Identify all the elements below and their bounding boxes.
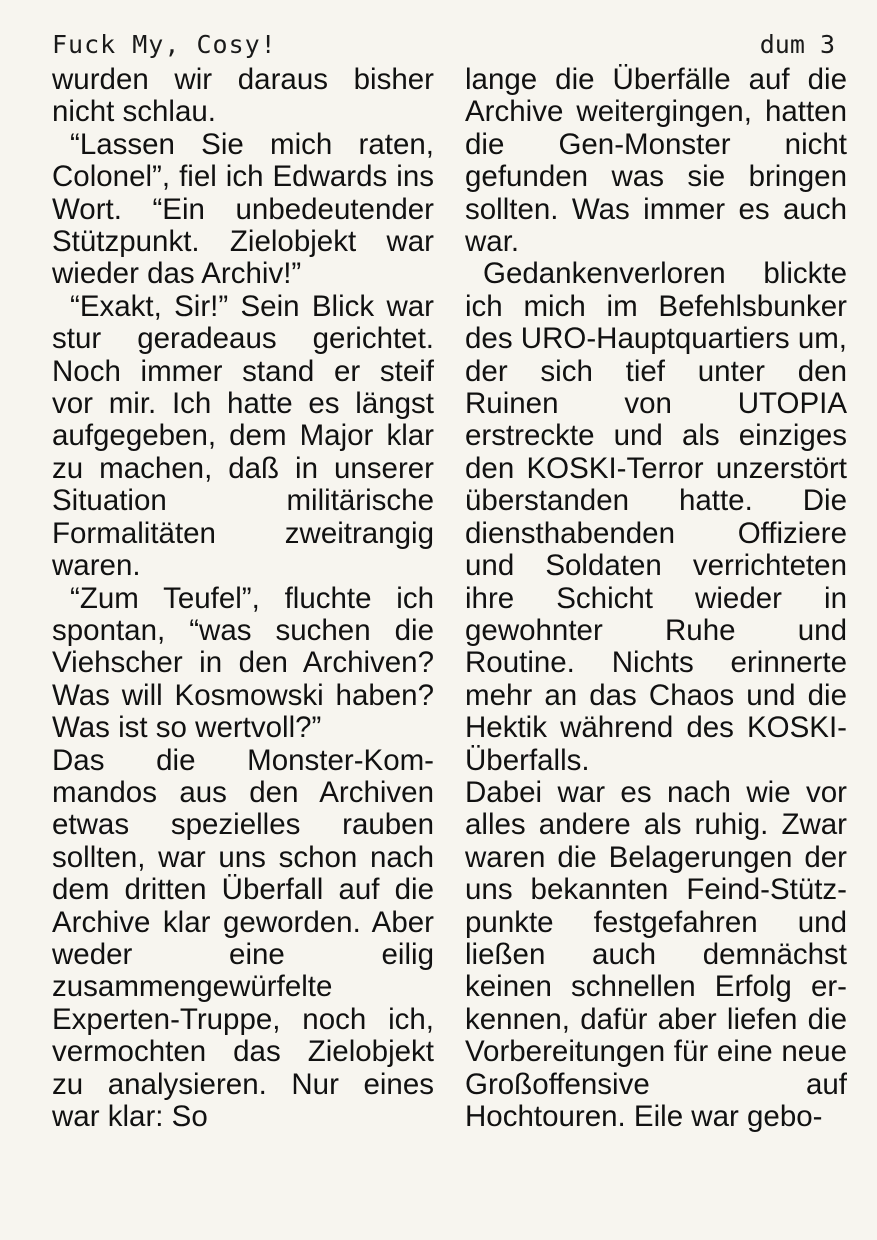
paragraph: lange die Überfälle auf die Archive weitergingen, hatten die Gen-Monster nicht gefunden was sie bringen sollten. Was immer es auch war.	[465, 63, 847, 259]
page-header	[52, 24, 835, 64]
right-text-column	[465, 64, 847, 1133]
paragraph: Das die Monster-Kommandos aus den Archiven etwas spezielles rauben sollten, war uns schon nach dem dritten Überfall auf die Archive klar geworden. Aber weder eine eilig zusammengewürfelte Experten-Truppe, noch ich, vermochten das Zielobjekt zu analysieren. Nur eines war klar: So	[52, 743, 434, 1133]
paragraph: “Exakt, Sir!” Sein Blick war stur geradeaus gerichtet. Noch immer stand er steif vor mir. Ich hatte es längst aufgegeben, dem Major klar zu machen, daß in unserer Situation militärische Formalitäten zweitrangig waren.	[52, 289, 434, 583]
left-text-column	[52, 64, 434, 1133]
paragraph: wurden wir daraus bisher nicht schlau.	[52, 63, 434, 129]
paragraph: “Zum Teufel”, fluchte ich spontan, “was suchen die Viehscher in den Archiven? Was will Kosmowski haben? Was ist so wertvoll?”	[52, 581, 434, 745]
paragraph: Gedankenverloren blickte ich mich im Befehlsbunker des URO-Hauptquartiers um, der sich tief unter den Ruinen von UTOPIA erstreckte und als einziges den KOSKI-Terror unzerstört überstanden hatte. Die diensthabenden Offiziere und Soldaten verrichteten ihre Schicht wieder in gewohnter Ruhe und Routine. Nichts erinnerte mehr an das Chaos und die Hektik während des KOSKI-Überfalls.	[465, 257, 848, 777]
running-title: Fuck My, Cosy!	[52, 29, 277, 59]
page-number: dum 3	[759, 29, 835, 59]
paragraph: “Lassen Sie mich raten, Colonel”, fiel ich Edwards ins Wort. “Ein unbedeutender Stützpunkt. Zielobjekt war wieder das Archiv!”	[52, 127, 434, 291]
paragraph: Dabei war es nach wie vor alles andere als ruhig. Zwar waren die Belagerungen der uns bekannten Feind-Stützpunkte festgefahren und ließen auch demnächst keinen schnellen Erfolg erkennen, dafür aber liefen die Vorbereitungen für eine neue Großoffensive auf Hochtouren. Eile war gebo-	[465, 775, 847, 1133]
